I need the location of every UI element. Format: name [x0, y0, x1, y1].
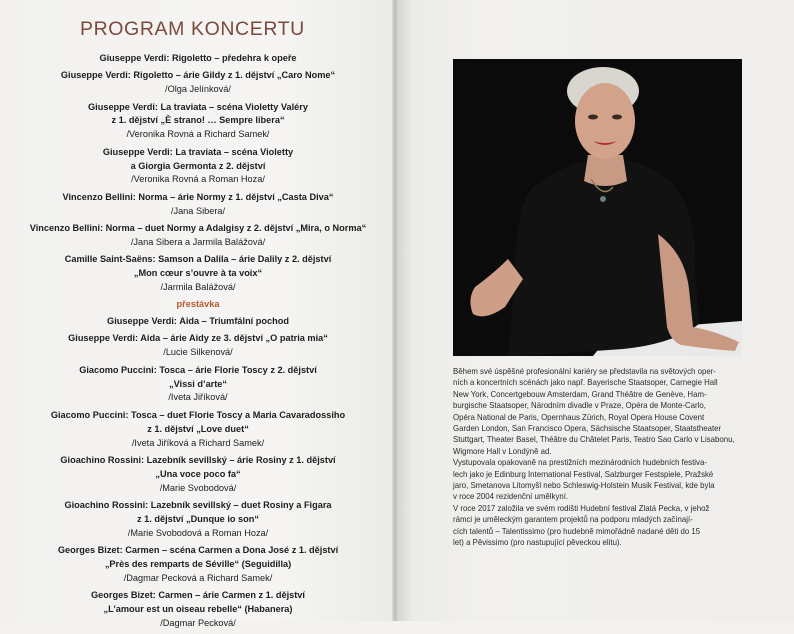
bio-line: Wigmore Hall v Londýně ad.	[453, 446, 552, 456]
program-title: PROGRAM KONCERTU	[80, 18, 305, 40]
program-item-title: Giuseppe Verdi: Rigoletto – árie Gildy z 1. dějství „Caro Nome“	[60, 70, 336, 81]
program-item	[20, 101, 376, 143]
program-item	[20, 499, 376, 541]
program-item-title: Vincenzo Bellini: Norma – duet Normy a Adalgisy z 2. dějství „Mira, o Norma“	[29, 222, 367, 233]
program-item-performers: /Jana Sibera/	[170, 205, 226, 216]
program-item	[20, 69, 376, 97]
program-item-performers: /Veronika Rovná a Roman Hoza/	[131, 174, 265, 185]
bio-line: burgische Staatsoper, Národním divadle v Praze, Opéra de Monte-Carlo,	[453, 401, 706, 411]
program-item	[20, 222, 376, 250]
program-item	[20, 589, 376, 631]
singer-portrait-photo	[453, 59, 742, 356]
program-item-title: Vincenzo Bellini: Norma – árie Normy z 1. dějství „Casta Diva“	[62, 191, 334, 202]
bio-line: ních a koncertních scénách jako např. Bayerische Staatsoper, Carnegie Hall	[453, 378, 718, 388]
bio-line: V roce 2017 založila ve svém rodišti Hudební festival Zlatá Pecka, v jehož	[453, 503, 710, 513]
bio-line: Vystupovala opakovaně na prestižních mezinárodních hudebních festiva-	[453, 458, 707, 468]
program-item-title: „Una voce poco fa“	[155, 468, 241, 479]
bio-line: Garden London, San Francisco Opera, Sächsische Staatsoper, Staatstheater	[453, 424, 722, 434]
program-item	[20, 332, 376, 360]
bio-line: Stuttgart, Theater Basel, Théâtre du Châtelet Paris, Teatro Sao Carlo v Lisabonu,	[453, 435, 735, 445]
program-item-title: Giuseppe Verdi: La traviata – scéna Violetty Valéry	[88, 101, 308, 112]
program-item-title: z 1. dějství „Love duet“	[147, 423, 249, 434]
program-item-title: „Près des remparts de Séville“ (Seguidilla)	[104, 558, 292, 569]
program-item-performers: /Jana Sibera a Jarmila Balážová/	[130, 236, 266, 247]
program-item-title: Camille Saint-Saëns: Samson a Dalila – árie Dalily z 2. dějství	[64, 254, 332, 265]
program-item-title: a Giorgia Germonta z 2. dějství	[130, 160, 266, 171]
program-item-performers: /Iveta Jiříková/	[168, 392, 228, 403]
program-item-title: z 1. dějství „È strano! … Sempre libera“	[111, 115, 285, 126]
program-item-performers: /Marie Svobodová a Roman Hoza/	[127, 527, 269, 538]
program-item-title: „Mon cœur s’ouvre à ta voix“	[133, 268, 263, 279]
bio-line: jaro, Smetanova Litomyšl nebo Schleswig-Holstein Musik Festival, kde byla	[453, 481, 715, 491]
program-item	[20, 191, 376, 219]
program-item-performers: /Jarmila Balážová/	[160, 281, 236, 292]
program-item-title: Georges Bizet: Carmen – árie Carmen z 1. dějství	[91, 590, 305, 601]
program-item-title: Giuseppe Verdi: La traviata – scéna Violetty	[102, 146, 294, 157]
bio-line: Během své úspěšné profesionální kariéry se představila na světových oper-	[453, 367, 716, 376]
program-item-title: Georges Bizet: Carmen – scéna Carmen a Dona José z 1. dějství	[57, 545, 339, 556]
bio-line: rámci je uměleckým garantem projektů na podporu mladých začínají-	[453, 515, 693, 525]
program-item-performers: /Lucie Silkenová/	[163, 347, 233, 358]
program-item-title: Giuseppe Verdi: Rigoletto – předehra k opeře	[99, 53, 297, 63]
intermission-label: přestávka	[176, 299, 220, 310]
program-item-performers: /Dagmar Pecková/	[160, 618, 236, 628]
program-item	[20, 454, 376, 496]
program-item-performers: /Marie Svobodová/	[159, 482, 237, 493]
program-item-title: Giuseppe Verdi: Aida – árie Aidy ze 3. dějství „O patria mia“	[68, 333, 328, 344]
program-item	[20, 315, 376, 329]
bio-line: lech jako je Edinburg International Festival, Salzburger Festspiele, Pražské	[453, 469, 714, 479]
bio-line: let) a Pěvissimo (pro nastupující pěveckou elitu).	[453, 538, 622, 548]
program-item-performers: /Dagmar Pecková a Richard Samek/	[123, 572, 273, 583]
bio-line: Opéra National de Paris, Opernhaus Zürich, Royal Opera House Covent	[453, 412, 705, 422]
program-item-performers: /Veronika Rovná a Richard Samek/	[126, 129, 270, 140]
program-item-performers: /Iveta Jiříková a Richard Samek/	[131, 437, 265, 448]
program-item	[20, 52, 376, 66]
bio-line: cích talentů – Talentissimo (pro hudebně mimořádně nadané děti do 15	[453, 526, 701, 536]
singer-biography	[453, 366, 745, 549]
program-item-title: Gioachino Rossini: Lazebník sevillský – duet Rosiny a Figara	[64, 499, 332, 510]
program-item-title: „Vissi d’arte“	[168, 378, 228, 389]
bio-line: v roce 2004 rezidenční umělkyní.	[453, 492, 569, 502]
program-item-title: z 1. dějství „Dunque io son“	[136, 513, 259, 524]
program-list	[20, 52, 376, 634]
program-item-title: Gioachino Rossini: Lazebník sevillský – árie Rosiny z 1. dějství	[60, 454, 336, 465]
program-item-title: Giacomo Puccini: Tosca – duet Florie Toscy a Maria Cavaradossiho	[50, 409, 346, 420]
program-item	[20, 409, 376, 451]
program-item	[20, 146, 376, 188]
program-item	[20, 544, 376, 586]
program-item-performers: /Olga Jelínková/	[165, 84, 231, 95]
program-item	[20, 364, 376, 406]
program-item-title: Giuseppe Verdi: Aida – Triumfální pochod	[107, 316, 289, 327]
program-item	[20, 253, 376, 295]
program-item-title: Giacomo Puccini: Tosca – árie Florie Toscy z 2. dějství	[79, 364, 317, 375]
bio-line: New York, Concertgebouw Amsterdam, Grand Théâtre de Genève, Ham-	[453, 389, 707, 399]
program-item-title: „L’amour est un oiseau rebelle“ (Habanera)	[103, 604, 293, 615]
booklet-spine	[392, 0, 398, 621]
